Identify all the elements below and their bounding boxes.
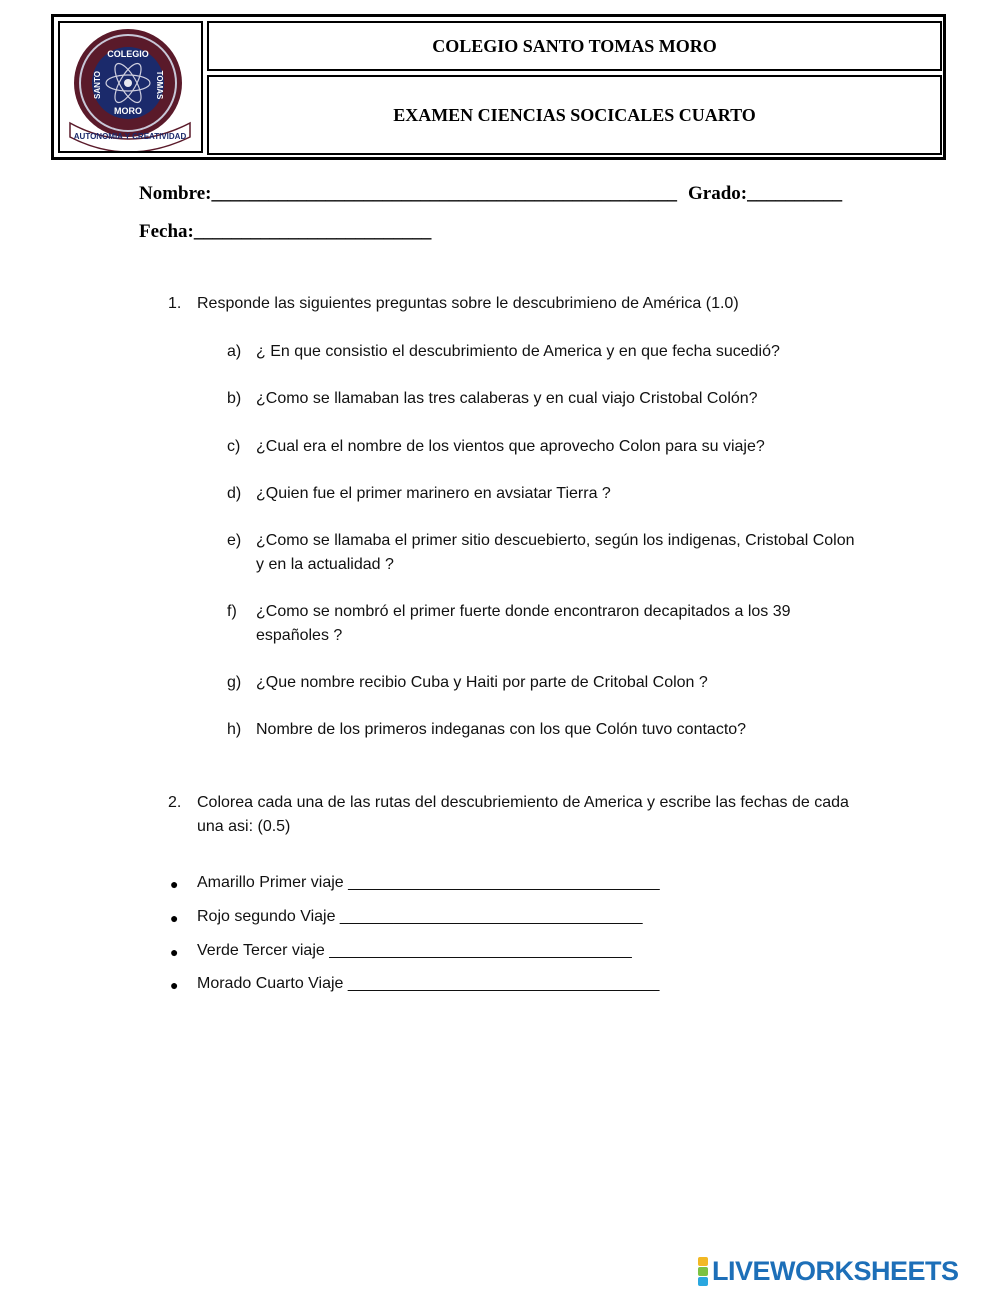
name-field[interactable]: Nombre:_________________________________________________: [139, 183, 677, 204]
route-yellow-line[interactable]: Amarillo Primer viaje ___________________________________: [197, 874, 660, 891]
q1-item-a: ¿ En que consistio el descubrimiento de America y en que fecha sucedió?: [256, 343, 780, 360]
school-logo: [66, 27, 196, 151]
route-purple-line[interactable]: Morado Cuarto Viaje ___________________________________: [197, 975, 660, 992]
header-table: [51, 14, 946, 160]
logo-cell: [58, 21, 203, 153]
q1-item-b: ¿Como se llamaban las tres calaberas y en cual viajo Cristobal Colón?: [256, 390, 758, 407]
bullet-dot: ●: [170, 910, 179, 926]
q1-item-h: Nombre de los primeros indeganas con los que Colón tuvo contacto?: [256, 721, 747, 738]
liveworksheets-wordmark: LIVEWORKSHEETS: [712, 1255, 959, 1286]
q1-item-a-letter: a): [227, 343, 242, 360]
route-red-line[interactable]: Rojo segundo Viaje __________________________________: [197, 908, 643, 925]
liveworksheets-logo-icon: [698, 1257, 708, 1286]
svg-text:AUTONOMIA Y CREATIVIDAD: AUTONOMIA Y CREATIVIDAD: [73, 132, 187, 141]
date-field[interactable]: Fecha:_________________________: [139, 221, 432, 242]
q1-item-b-letter: b): [227, 390, 242, 407]
bullet-dot: ●: [170, 944, 179, 960]
q1-item-c-letter: c): [227, 438, 241, 455]
q1-item-h-letter: h): [227, 721, 242, 738]
liveworksheets-brand: [698, 1256, 959, 1286]
grade-field[interactable]: Grado:__________: [688, 183, 843, 204]
q1-item-g-letter: g): [227, 674, 242, 691]
route-green-line[interactable]: Verde Tercer viaje __________________________________: [197, 942, 632, 959]
exam-title: EXAMEN CIENCIAS SOCICALES CUARTO: [207, 75, 942, 155]
question-2-number: 2.: [168, 794, 182, 811]
q1-item-d: ¿Quien fue el primer marinero en avsiatar Tierra ?: [256, 485, 611, 502]
q1-item-e: ¿Como se llamaba el primer sitio descuebierto, según los indigenas, Cristobal Colon y en la actualidad ?: [256, 532, 855, 573]
svg-text:SANTO: SANTO: [93, 71, 102, 99]
q1-item-e-letter: e): [227, 532, 242, 549]
q1-item-f: ¿Como se nombró el primer fuerte donde encontraron decapitados a los 39 españoles ?: [256, 603, 791, 644]
svg-text:TOMAS: TOMAS: [155, 70, 164, 100]
q1-item-c: ¿Cual era el nombre de los vientos que aprovecho Colon para su viaje?: [256, 438, 765, 455]
svg-text:MORO: MORO: [114, 106, 142, 116]
question-1-text: Responde las siguientes preguntas sobre le descubrimieno de América (1.0): [197, 295, 739, 312]
school-name: COLEGIO SANTO TOMAS MORO: [207, 21, 942, 71]
question-1-number: 1.: [168, 295, 182, 312]
q1-item-f-letter: f): [227, 603, 237, 620]
bullet-dot: ●: [170, 977, 179, 993]
q1-item-g: ¿Que nombre recibio Cuba y Haiti por parte de Critobal Colon ?: [256, 674, 708, 691]
question-2-text: Colorea cada una de las rutas del descubriemiento de America y escribe las fechas de cada una asi: (0.5): [197, 794, 849, 835]
svg-text:COLEGIO: COLEGIO: [107, 49, 149, 59]
q1-item-d-letter: d): [227, 485, 242, 502]
bullet-dot: ●: [170, 876, 179, 892]
